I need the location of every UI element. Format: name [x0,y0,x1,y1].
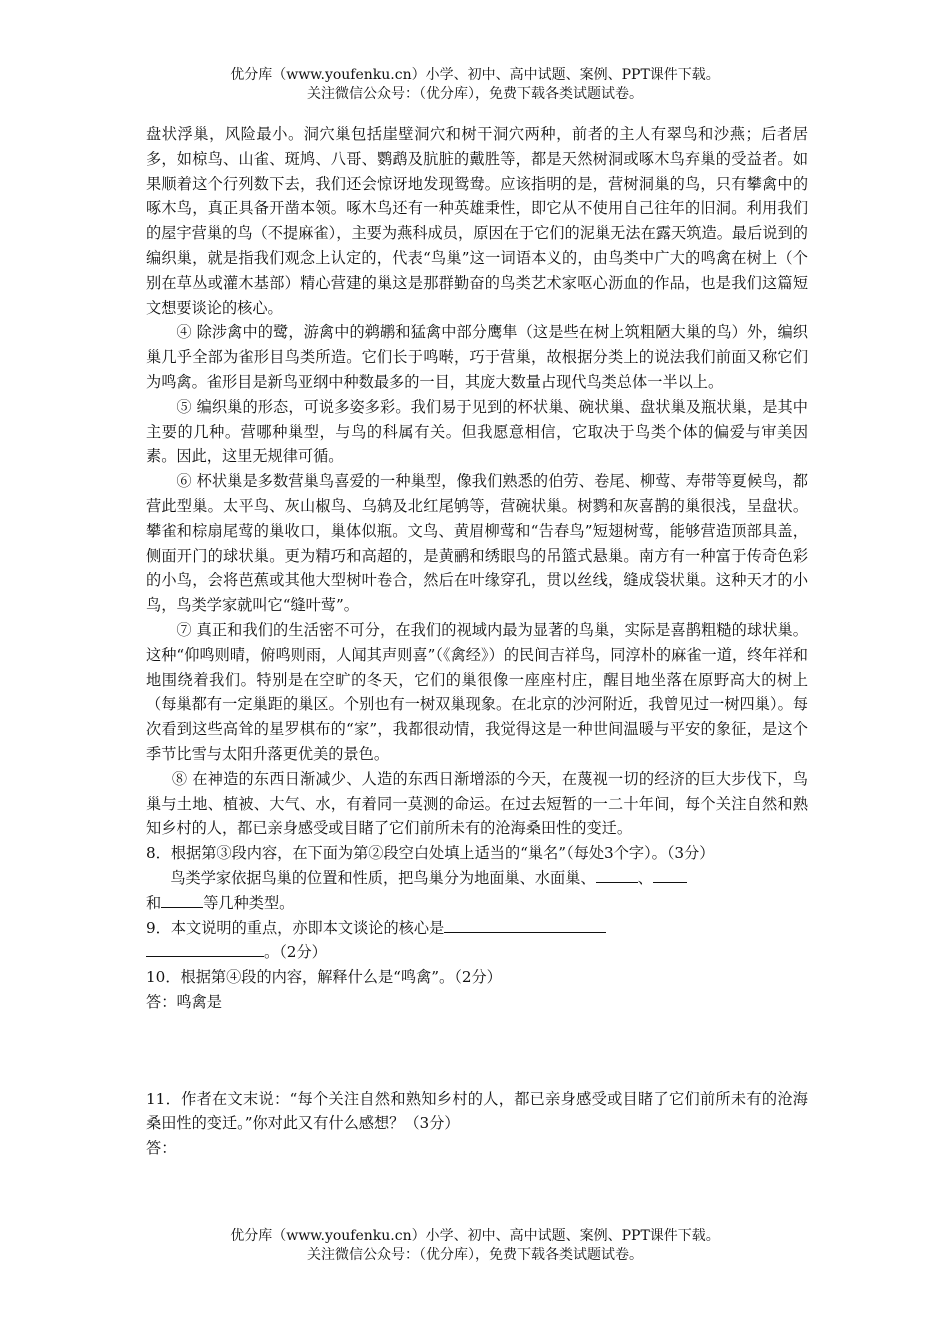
answer-blank-1[interactable] [596,866,638,883]
paragraph-7: ⑦ 真正和我们的生活密不可分，在我们的视域内最为显著的鸟巢，实际是喜鹊粗糙的球状巢。这种“仰鸣则晴，俯鸣则雨，人闻其声则喜”（《禽经》）的民间吉祥鸟，同淳朴的麻雀一道，终年祥和地围绕着我们。特别是在空旷的冬天，它们的巢很像一座座村庄，醒目地坐落在原野高大的树上（每巢都有一定巢距的巢区。个别也有一树双巢现象。在北京的沙河附近，我曾见过一树四巢）。每次看到这些高耸的星罗棋布的“家”，我都很动情，我觉得这是一种世间温暖与平安的象征，是这个季节比雪与太阳升落更优美的景色。 [146,620,808,763]
page-header [0,66,950,104]
answer-blank-5[interactable] [146,940,264,957]
question-10-answer-label: 答：鸣禽是 [146,992,222,1011]
question-11-title: 11．作者在文末说：“每个关注自然和熟知乡村的人，都已亲身感受或目睹了它们前所未有的沧海桑田性的变迁。”你对此又有什么感想？（3分） [146,1089,808,1133]
header-line-2: 关注微信公众号：（优分库），免费下载各类试题试卷。 [307,86,643,102]
question-9-score: 。（2分） [264,943,327,962]
page-footer [0,1227,950,1265]
footer-line-1: 优分库（www.youfenku.cn）小学、初中、高中试题、案例、PPT课件下载。 [230,1228,720,1244]
paragraph-3-continuation: 盘状浮巢，风险最小。洞穴巢包括崖壁洞穴和树干洞穴两种，前者的主人有翠鸟和沙燕；后者居多，如椋鸟、山雀、斑鸠、八哥、鹦鹉及肮脏的戴胜等，都是天然树洞或啄木鸟弃巢的受益者。如果顺着这个行列数下去，我们还会惊讶地发现鸳鸯。应该指明的是，营树洞巢的鸟，只有攀禽中的啄木鸟，真正具备开凿本领。啄木鸟还有一种英雄秉性，即它从不使用自己往年的旧洞。利用我们的屋宇营巢的鸟（不提麻雀），主要为燕科成员，原因在于它们的泥巢无法在露天筑造。最后说到的编织巢，就是指我们观念上认定的，代表“鸟巢”这一词语本义的，由鸟类中广大的鸣禽在树上（个别在草丛或灌木基部）精心营建的巢这是那群勤奋的鸟类艺术家呕心沥血的作品，也是我们这篇短文想要谈论的核心。 [146,125,808,317]
question-10-title: 10．根据第④段的内容，解释什么是“鸣禽”。（2分） [146,968,502,987]
question-11-answer-label: 答： [146,1139,177,1158]
question-8-line-1: 鸟类学家依据鸟巢的位置和性质，把鸟巢分为地面巢、水面巢、 [170,868,596,887]
question-8-line-2 [146,891,808,916]
footer-line-2: 关注微信公众号：（优分库），免费下载各类试题试卷。 [307,1247,643,1263]
answer-blank-2[interactable] [653,866,687,883]
header-line-1: 优分库（www.youfenku.cn）小学、初中、高中试题、案例、PPT课件下载。 [230,67,720,83]
answer-space-10[interactable] [146,1015,808,1087]
question-8-title: 8．根据第③段内容，在下面为第②段空白处填上适当的“巢名”（每处3个字）。（3分） [146,844,715,863]
document-body [146,122,808,1161]
answer-blank-3[interactable] [161,891,203,908]
paragraph-4: ④ 除涉禽中的鹭，游禽中的鹈鹕和猛禽中部分鹰隼（这是些在树上筑粗陋大巢的鸟）外，编织巢几乎全部为雀形目鸟类所造。它们长于鸣啭，巧于营巢，故根据分类上的说法我们前面又称它们为鸣禽。雀形目是新鸟亚纲中种数最多的一目，其庞大数量占现代鸟类总体一半以上。 [146,323,808,391]
question-9-line-1 [146,916,808,941]
paragraph-8: ⑧ 在神造的东西日渐减少、人造的东西日渐增添的今天，在蔑视一切的经济的巨大步伐下，鸟巢与土地、植被、大气、水，有着同一莫测的命运。在过去短暂的一二十年间，每个关注自然和熟知乡村的人，都已亲身感受或目睹了它们前所未有的沧海桑田性的变迁。 [146,769,808,838]
question-9-text: 9．本文说明的重点，亦即本文谈论的核心是 [146,918,445,937]
paragraph-6: ⑥ 杯状巢是多数营巢鸟喜爱的一种巢型，像我们熟悉的伯劳、卷尾、柳莺、寿带等夏候鸟，都营此型巢。太平鸟、灰山椒鸟、乌鸫及北红尾鸲等，营碗状巢。树鹨和灰喜鹊的巢很浅，呈盘状。攀雀和棕扇尾莺的巢收口，巢体似瓶。文鸟、黄眉柳莺和“告春鸟”短翅树莺，能够营造顶部具盖，侧面开门的球状巢。更为精巧和高超的，是黄鹂和绣眼鸟的吊篮式悬巢。南方有一种富于传奇色彩的小鸟，会将芭蕉或其他大型树叶卷合，然后在叶缘穿孔，贯以丝线，缝成袋状巢。这种天才的小鸟，鸟类学家就叫它“缝叶莺”。 [146,472,808,615]
answer-blank-4[interactable] [444,916,606,933]
question-8-separator: 、 [637,868,653,887]
question-8-tail: 等几种类型。 [203,893,295,912]
question-9-line-2 [146,940,808,965]
question-8-body [146,866,808,891]
question-8-and: 和 [146,893,162,912]
paragraph-5: ⑤ 编织巢的形态，可说多姿多彩。我们易于见到的杯状巢、碗状巢、盘状巢及瓶状巢，是其中主要的几种。营哪种巢型，与鸟的科属有关。但我愿意相信，它取决于鸟类个体的偏爱与审美因素。因此，这里无规律可循。 [146,397,808,466]
